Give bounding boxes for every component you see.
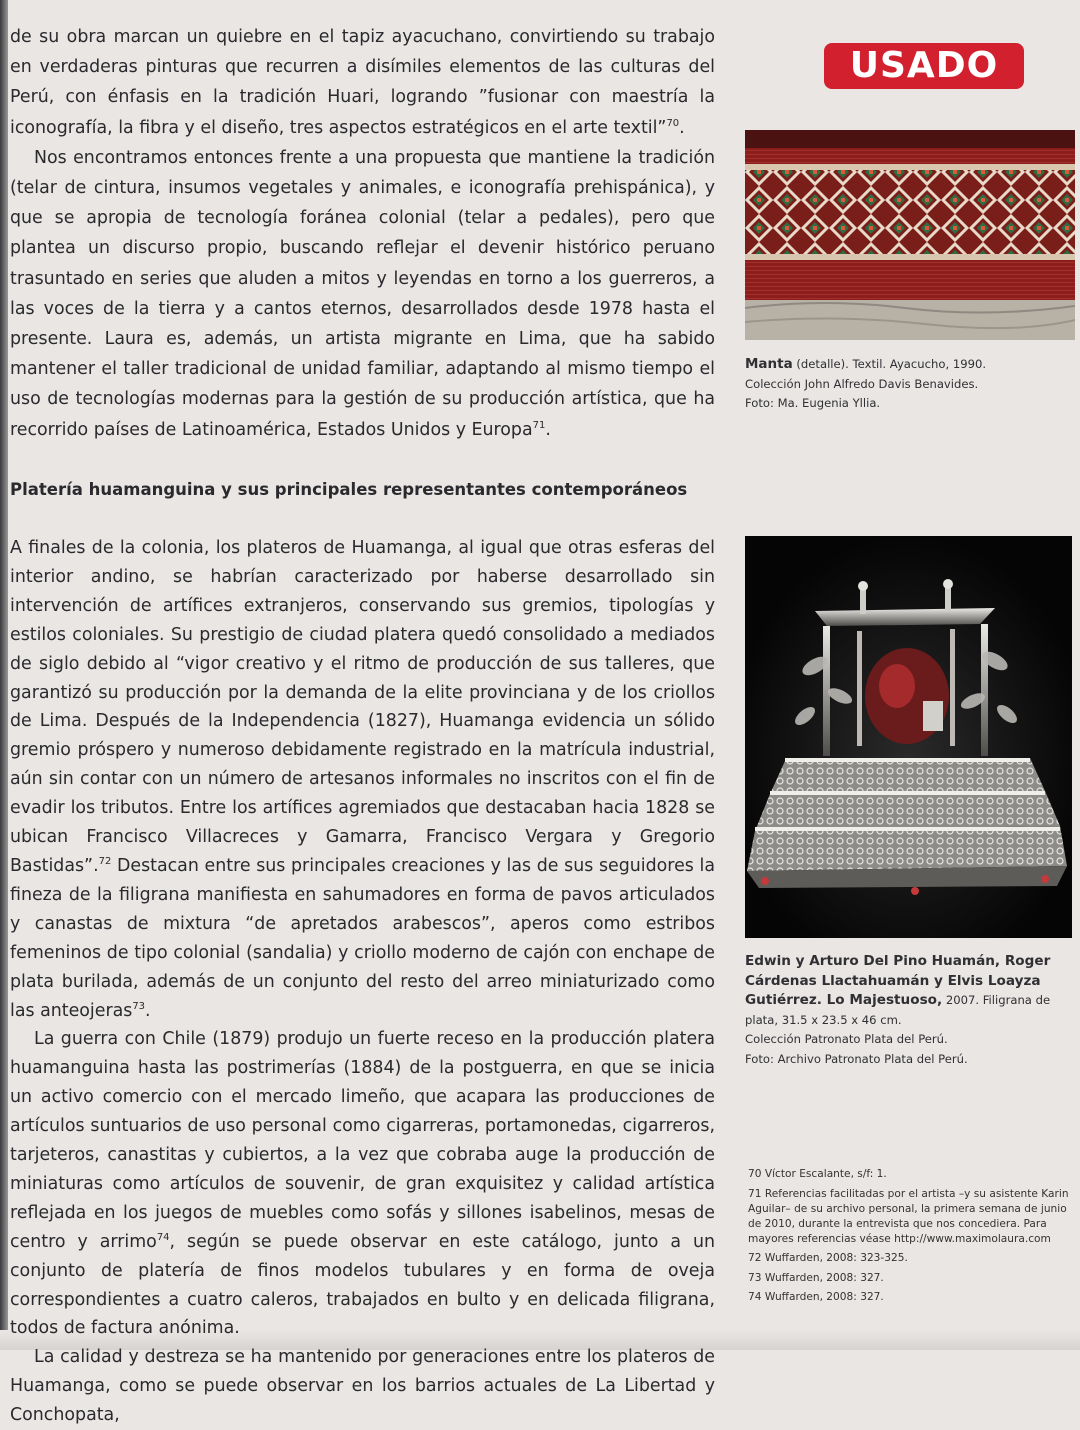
paragraph-text: A finales de la colonia, los plateros de Huamanga, al igual que otras esferas del interior andino, se habrían caracterizado por haberse desarrollado sin intervención de artífices extranjeros, conservando sus gremios, tipologías y estilos coloniales. Su prestigio de ciudad platera quedó consolidado a mediados de siglo debido al “vigor creativo y el ritmo de producción de sus talleres, que garantizó su producción por la demanda de la elite provinciana y de los criollos de Lima. Después de la Independencia (1827), Huamanga evidencia un sólido gremio próspero y numeroso debidamente registrado en la matrícula industrial, aún sin contar con un número de artesanos informales no inscritos con el fin de evadir los tributos. Entre los artífices agremiados que destacaban hacia 1828 se ubican Francisco Villacreces y Gamarra, Francisco Vergara y Gregorio Bastidas”. <box>10 538 715 876</box>
used-badge: USADO <box>824 43 1024 89</box>
paragraph: Nos encontramos entonces frente a una propuesta que mantiene la tradición (telar de cintura, insumos vegetales y animales, e iconografía prehispánica), y que se apropia de tecnología foránea colonial (telar a pedales), pero que plantea un discurso propio, buscando reflejar el devenir histórico peruano trasuntado en series que aluden a mitos y leyendas en torno a los guerreros, a las voces de la tierra y a cantos eternos, desarrollados desde 1978 hasta el presente. Laura es, además, un artista migrante en Lima, que ha sabido mantener el taller tradicional de unidad familiar, adaptando al mismo tiempo el uso de tecnologías modernas para la gestión de su producción artística, que ha recorrido países de Latinoamérica, Estados Unidos y Europa$^{71}$. <box>10 147 715 440</box>
footnote-ref[interactable]: 71 <box>532 419 546 431</box>
paragraph <box>10 1025 715 1343</box>
caption-line <box>745 355 1075 375</box>
silver-filigree-photo <box>745 536 1072 938</box>
paragraph: de su obra marcan un quiebre en el tapiz ayacuchano, convirtiendo su trabajo en verdaderas pinturas que recurren a disímiles elementos de las culturas del Perú, con énfasis en la tradición Huari, logrando ”fusionar con maestría la iconografía, la fibra y el diseño, tres aspectos estratégicos en el arte textil”$^{70}$. <box>10 27 715 138</box>
paragraph: A finales de la colonia, los plateros de Huamanga, al igual que otras esferas del interior andino, se habrían caracterizado por haberse desarrollado sin intervención de artífices extranjeros, conservando sus gremios, tipologías y estilos coloniales. Su prestigio de ciudad platera quedó consolidado a mediados de siglo debido al “vigor creativo y el ritmo de producción de sus talleres, que garantizó su producción por la demanda de la elite provinciana y de los criollos de Lima. Después de la Independencia (1827), Huamanga evidencia un sólido gremio próspero y numeroso debidamente registrado en la matrícula industrial, aún sin contar con un número de artesanos informales no inscritos con el fin de evadir los tributos. Entre los artífices agremiados que destacaban hacia 1828 se ubican Francisco Villacreces y Gamarra, Francisco Vergara y Gregorio Bastidas”.$^{72}$ Destacan entre sus principales creaciones y las de sus seguidores la fineza de la filigrana manifiesta en sahumadores en forma de pavos articulados y canastas de mixtura “de apretados arabescos”, aperos como estribos femeninos de tipo colonial (sandalia) y criollo moderno de cajón con enchape de plata burilada, además de un conjunto del resto del arreo miniaturizado como las anteojeras$^{73}$. <box>10 538 715 1021</box>
paragraph-text: de su obra marcan un quiebre en el tapiz ayacuchano, convirtiendo su trabajo en verdaderas pinturas que recurren a disímiles elementos de las culturas del Perú, con énfasis en la tradición Huari, logrando ”fusionar con maestría la iconografía, la fibra y el diseño, tres aspectos estratégicos en el arte textil” <box>10 27 715 138</box>
paragraph-text: La guerra con Chile (1879) produjo un fuerte receso en la producción platera huamanguina hasta las postrimerías (1884) de la postguerra, en que se inicia un activo comercio con el mercado limeño, que acapara las producciones de artículos suntuarios de uso personal como cigarreras, portamonedas, cigarreros, tarjeteros, canastitas y cubiertos, a la vez que cobraba auge la producción de miniaturas como artículos de souvenir, de gran exquisitez y calidad artística reflejada en los juegos de muebles como sofás y sillones isabelinos, mesas de centro y arrimo <box>10 1029 715 1252</box>
footnote-ref[interactable]: 70 <box>666 117 680 129</box>
body-text-main <box>10 534 715 1430</box>
footnote-ref[interactable]: 74 <box>156 1231 170 1243</box>
caption-title: Manta <box>745 356 793 372</box>
footnote-72: 72 Wuffarden, 2008: 323-325. <box>748 1252 908 1265</box>
paragraph-text: La calidad y destreza se ha mantenido por generaciones entre los plateros de Huamanga, como se puede observar en los barrios actuales de La Libertad y Conchopata, <box>10 1347 715 1426</box>
caption-collection: Colección John Alfredo Davis Benavides. <box>745 376 979 391</box>
paragraph-text: , según se puede observar en este catálogo, junto a un conjunto de platería de finos modelos tubulares y en forma de oveja correspondientes a cuatro caleros, trabajados en bulto y en delicada filigrana, todos de factura anónima. <box>10 1231 715 1339</box>
section-heading: Platería huamanguina y sus principales representantes contemporáneos <box>10 480 688 499</box>
footnote-ref[interactable]: 72 <box>98 856 112 868</box>
caption-line <box>745 952 1075 1030</box>
caption-photo-credit: Foto: Ma. Eugenia Yllia. <box>745 396 881 410</box>
footnote-71: 71 Referencias facilitadas por el artista –y su asistente Karin Aguilar– de su archivo personal, la primera semana de junio de 2010, durante la entrevista que nos concediera. Para mayores referencias véase http://www.maximolaura.com <box>748 1187 1069 1245</box>
paragraph-text: Nos encontramos entonces frente a una propuesta que mantiene la tradición (telar de cintura, insumos vegetales y animales, e iconografía prehispánica), y que se apropia de tecnología foránea colonial (telar a pedales), pero que plantea un discurso propio, buscando reflejar el devenir histórico peruano trasuntado en series que aluden a mitos y leyendas en torno a los guerreros, a las voces de la tierra y a cantos eternos, desarrollados desde 1978 hasta el presente. Laura es, además, un artista migrante en Lima, que ha sabido mantener el taller tradicional de unidad familiar, adaptando al mismo tiempo el uso de tecnologías modernas para la gestión de su producción artística, que ha recorrido países de Latinoamérica, Estados Unidos y Europa <box>10 147 715 440</box>
textile-photo <box>745 130 1075 340</box>
filigree-caption <box>745 952 1075 1069</box>
caption-collection: Colección Patronato Plata del Perú. <box>745 1032 948 1046</box>
textile-caption <box>745 355 1075 414</box>
paragraph-text: Destacan entre sus principales creaciones y las de sus seguidores la fineza de la filigrana manifiesta en sahumadores en forma de pavos articulados y canastas de mixtura “de apretados arabescos”, aperos como estribos femeninos de tipo colonial (sandalia) y criollo moderno de cajón con enchape de plata burilada, además de un conjunto del resto del arreo miniaturizado como las anteojeras <box>10 855 715 1021</box>
page-edge-shadow <box>0 0 8 1350</box>
caption-text: 2007. Filigrana de plata, 31.5 x 23.5 x 46 cm. <box>745 993 1051 1027</box>
footnotes <box>748 1167 1074 1310</box>
footnote-70: 70 Víctor Escalante, s/f: 1. <box>748 1168 887 1180</box>
caption-photo-credit: Foto: Archivo Patronato Plata del Perú. <box>745 1051 968 1066</box>
filigree-image <box>745 536 1072 938</box>
footnote-74: 74 Wuffarden, 2008: 327. <box>748 1291 884 1304</box>
textile-image <box>745 130 1075 340</box>
caption-title: Edwin y Arturo Del Pino Huamán, Roger Cárdenas Llactahuamán y Elvis Loayza Gutiérrez. Lo Majestuoso, <box>745 953 1051 1008</box>
footnote-73: 73 Wuffarden, 2008: 327. <box>748 1271 884 1284</box>
body-text-top <box>10 22 715 445</box>
footnote-ref[interactable]: 73 <box>132 1000 146 1012</box>
caption-text: (detalle). Textil. Ayacucho, 1990. <box>792 357 987 371</box>
paragraph <box>10 1343 715 1430</box>
